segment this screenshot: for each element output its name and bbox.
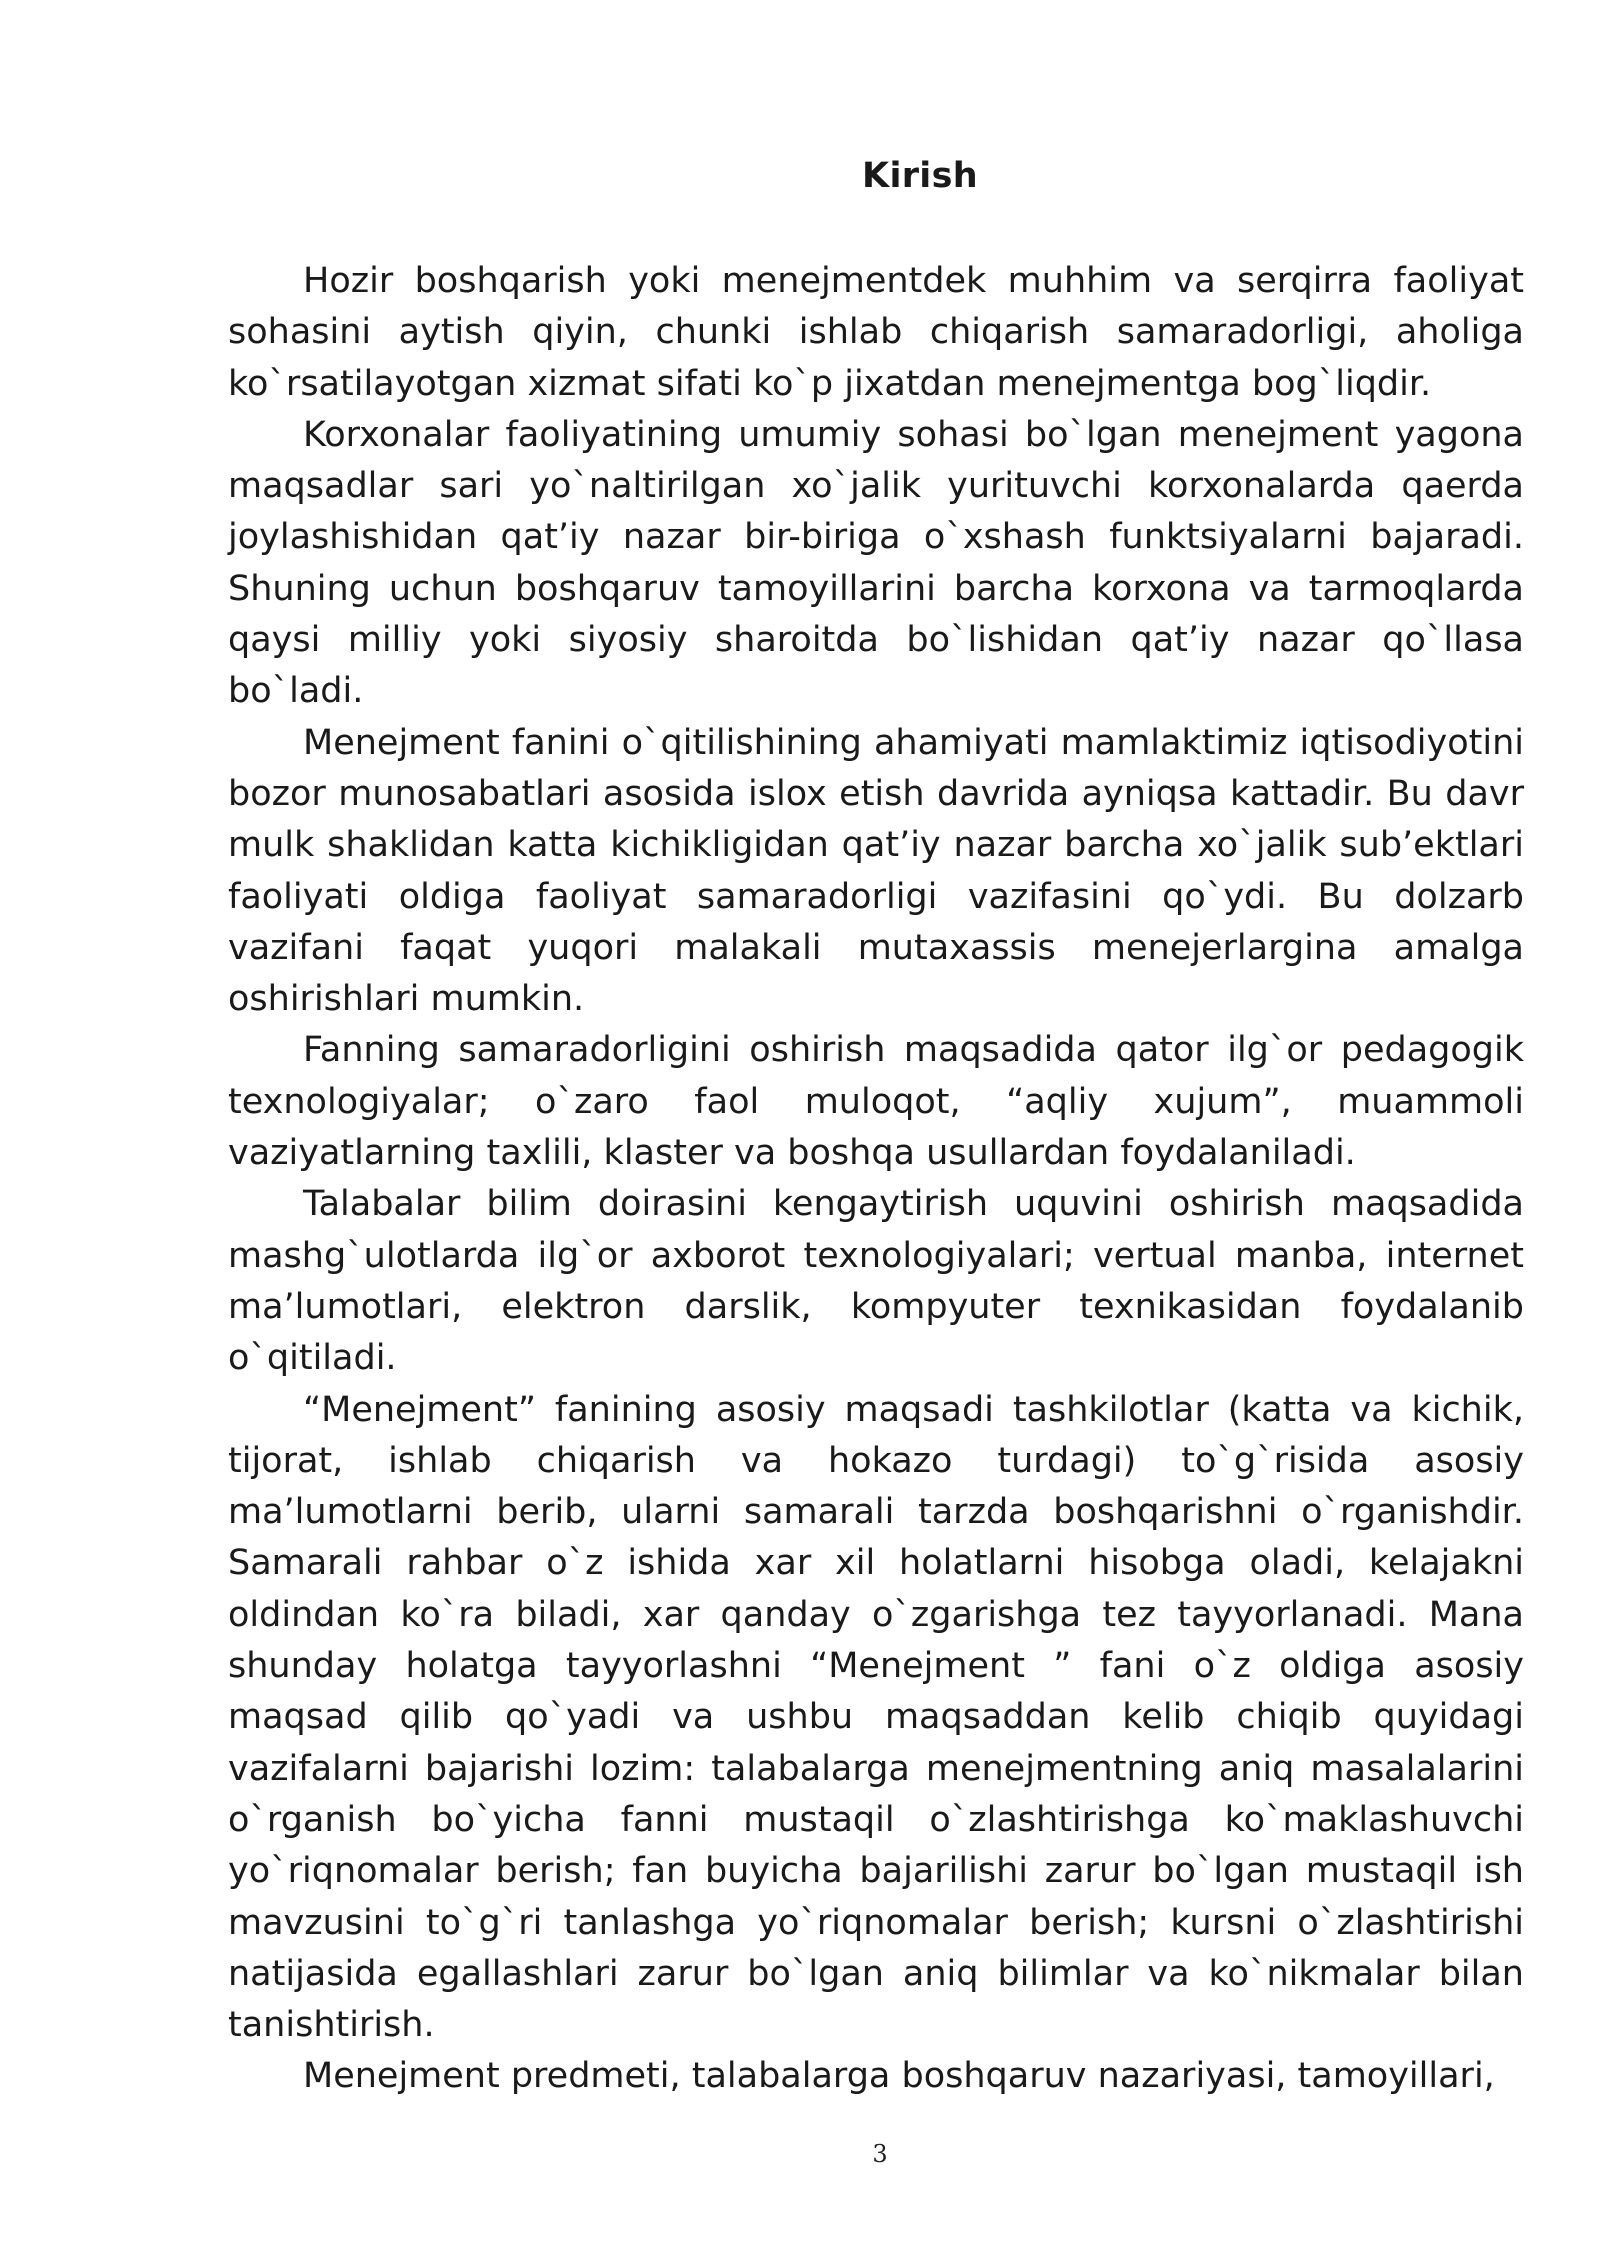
paragraph-4: Fanning samaradorligini oshirish maqsadida qator ilg`or pedagogik texnologiyalar; o`zaro faol muloqot, “aqliy xujum”, muammoli vaziyatlarning taxlili, klaster va boshqa usullardan foydalaniladi. [228, 1030, 1524, 1174]
section-title: Kirish [862, 156, 978, 196]
paragraph-6: “Menejment” fanining asosiy maqsadi tashkilotlar (katta va kichik, tijorat, ishlab chiqarish va hokazo turdagi) to`g`risida asosiy ma’lumotlarni berib, ularni samarali tarzda boshqarishni o`rganishdir. Samarali rahbar o`z ishida xar xil holatlarni hisobga oladi, kelajakni oldindan ko`ra biladi, xar qanday o`zgarishga tez tayyorlanadi. Mana shunday holatga tayyorlashni “Menejment ” fani o`z oldiga asosiy maqsad qilib qo`yadi va ushbu maqsaddan kelib chiqib quyidagi vazifalarni bajarishi lozim: talabalarga menejmentning aniq masalalarini o`rganish bo`yicha fanni mustaqil o`zlashtirishga ko`maklashuvchi yo`riqnomalar berish; fan buyicha bajarilishi zarur bo`lgan mustaqil ish mavzusini to`g`ri tanlashga yo`riqnomalar berish; kursni o`zlashtirishi natijasida egallashlari zarur bo`lgan aniq bilimlar va ko`nikmalar bilan tanishtirish. [228, 1389, 1524, 2046]
body-text [228, 256, 1524, 2103]
page-number: 3 [872, 2140, 888, 2168]
paragraph-1: Hozir boshqarish yoki menejmentdek muhhim va serqirra faoliyat sohasini aytish qiyin, chunki ishlab chiqarish samaradorligi, aholiga ko`rsatilayotgan xizmat sifati ko`p jixatdan menejmentga bog`liqdir. [228, 261, 1524, 404]
paragraph-5: Talabalar bilim doirasini kengaytirish uquvini oshirish maqsadida mashg`ulotlarda ilg`or axborot texnologiyalari; vertual manba, internet ma’lumotlari, elektron darslik, kompyuter texnikasidan foydalanib o`qitiladi. [228, 1184, 1524, 1379]
paragraph-7: Menejment predmeti, talabalarga boshqaruv nazariyasi, tamoyillari, [303, 2056, 1495, 2097]
paragraph-2: Korxonalar faoliyatining umumiy sohasi bo`lgan menejment yagona maqsadlar sari yo`naltirilgan xo`jalik yurituvchi korxonalarda qaerda joylashishidan qat’iy nazar bir-biriga o`xshash funktsiyalarni bajaradi. Shuning uchun boshqaruv tamoyillarini barcha korxona va tarmoqlarda qaysi milliy yoki siyosiy sharoitda bo`lishidan qat’iy nazar qo`llasa bo`ladi. [228, 414, 1524, 712]
paragraph-3: Menejment fanini o`qitilishining ahamiyati mamlaktimiz iqtisodiyotini bozor munosabatlari asosida islox etish davrida ayniqsa kattadir. Bu davr mulk shaklidan katta kichikligidan qat’iy nazar barcha xo`jalik sub’ektlari faoliyati oldiga faoliyat samaradorligi vazifasini qo`ydi. Bu dolzarb vazifani faqat yuqori malakali mutaxassis menejerlargina amalga oshirishlari mumkin. [228, 722, 1524, 1020]
